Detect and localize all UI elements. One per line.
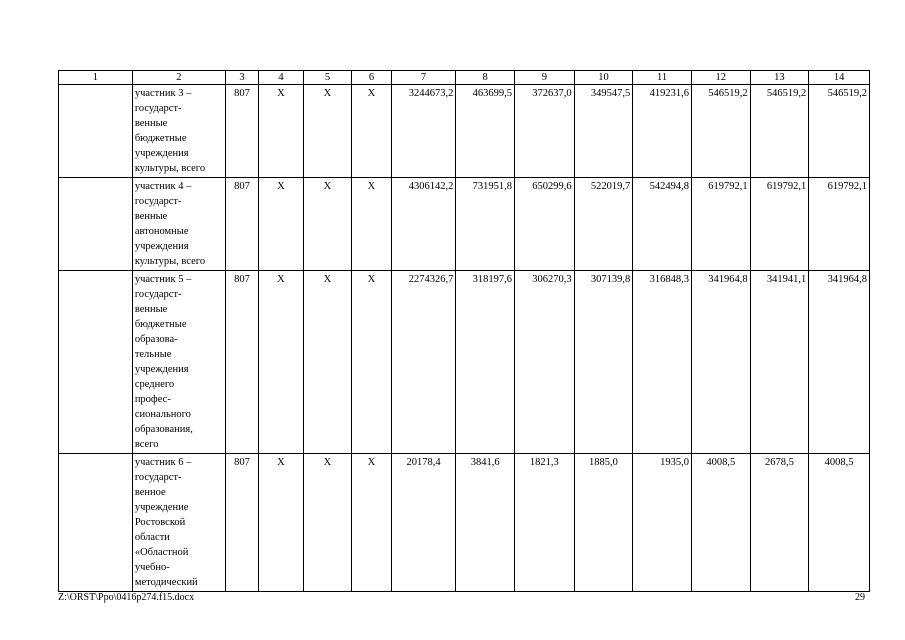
desc-line: участник 6 – xyxy=(134,457,192,468)
empty-cell xyxy=(59,454,133,592)
col-header: 11 xyxy=(633,71,692,85)
value-cell: 1885,0 xyxy=(574,454,633,592)
value-cell: 1935,0 xyxy=(633,454,692,592)
participant-description xyxy=(132,178,225,271)
value-cell: 341964,8 xyxy=(809,271,870,454)
page-number: 29 xyxy=(855,592,865,603)
value-cell: 307139,8 xyxy=(574,271,633,454)
value-cell: 419231,6 xyxy=(633,85,692,178)
desc-line: образова- xyxy=(134,334,178,345)
x-cell: X xyxy=(303,178,352,271)
value-cell: 619792,1 xyxy=(809,178,870,271)
value-cell: 463699,5 xyxy=(456,85,515,178)
empty-cell xyxy=(59,271,133,454)
value-cell: 306270,3 xyxy=(515,271,575,454)
participant-description xyxy=(132,271,225,454)
x-cell: X xyxy=(352,454,391,592)
col-header: 1 xyxy=(59,71,133,85)
value-cell: 1821,3 xyxy=(515,454,575,592)
desc-line: участник 5 – xyxy=(134,274,192,285)
col-header: 5 xyxy=(303,71,352,85)
desc-line: культуры, всего xyxy=(134,163,206,174)
col-header: 2 xyxy=(132,71,225,85)
document-file-path: Z:\ORST\Ppo\0416p274.f15.docx xyxy=(58,592,195,603)
col-header: 12 xyxy=(691,71,750,85)
desc-line: тельные xyxy=(134,349,172,360)
value-cell: 341964,8 xyxy=(691,271,750,454)
desc-line: учебно- xyxy=(134,562,170,573)
desc-line: государст- xyxy=(134,472,182,483)
desc-line: участник 3 – xyxy=(134,88,192,99)
desc-line: учреждения xyxy=(134,364,189,375)
table-row xyxy=(59,85,870,178)
value-cell: 546519,2 xyxy=(691,85,750,178)
value-cell: 650299,6 xyxy=(515,178,575,271)
x-cell: X xyxy=(259,454,303,592)
value-cell: 316848,3 xyxy=(633,271,692,454)
col-header: 13 xyxy=(750,71,809,85)
desc-line: автономные xyxy=(134,226,189,237)
value-cell: 372637,0 xyxy=(515,85,575,178)
desc-line: венные xyxy=(134,118,168,129)
empty-cell xyxy=(59,178,133,271)
x-cell: X xyxy=(259,85,303,178)
value-cell: 318197,6 xyxy=(456,271,515,454)
value-cell: 349547,5 xyxy=(574,85,633,178)
desc-line: участник 4 – xyxy=(134,181,192,192)
col-header: 14 xyxy=(809,71,870,85)
value-cell: 619792,1 xyxy=(750,178,809,271)
desc-line: государст- xyxy=(134,103,182,114)
desc-line: государст- xyxy=(134,289,182,300)
desc-line: учреждения xyxy=(134,241,189,252)
x-cell: X xyxy=(352,178,391,271)
x-cell: X xyxy=(352,85,391,178)
column-number-row xyxy=(59,71,870,85)
desc-line: сионального xyxy=(134,409,191,420)
desc-line: венные xyxy=(134,211,168,222)
code-cell: 807 xyxy=(225,271,258,454)
desc-line: «Областной xyxy=(134,547,189,558)
col-header: 10 xyxy=(574,71,633,85)
x-cell: X xyxy=(303,85,352,178)
value-cell: 546519,2 xyxy=(809,85,870,178)
desc-line: всего xyxy=(134,439,159,450)
desc-line: области xyxy=(134,532,170,543)
value-cell: 4008,5 xyxy=(691,454,750,592)
value-cell: 2678,5 xyxy=(750,454,809,592)
col-header: 7 xyxy=(391,71,456,85)
participant-description xyxy=(132,85,225,178)
col-header: 8 xyxy=(456,71,515,85)
value-cell: 4306142,2 xyxy=(391,178,456,271)
budget-table xyxy=(58,70,870,592)
desc-line: бюджетные xyxy=(134,319,187,330)
value-cell: 4008,5 xyxy=(809,454,870,592)
table-row xyxy=(59,178,870,271)
col-header: 3 xyxy=(225,71,258,85)
value-cell: 619792,1 xyxy=(691,178,750,271)
desc-line: профес- xyxy=(134,394,171,405)
code-cell: 807 xyxy=(225,178,258,271)
value-cell: 522019,7 xyxy=(574,178,633,271)
x-cell: X xyxy=(303,271,352,454)
x-cell: X xyxy=(303,454,352,592)
value-cell: 20178,4 xyxy=(391,454,456,592)
participant-description xyxy=(132,454,225,592)
desc-line: государст- xyxy=(134,196,182,207)
desc-line: учреждения xyxy=(134,148,189,159)
empty-cell xyxy=(59,85,133,178)
code-cell: 807 xyxy=(225,454,258,592)
x-cell: X xyxy=(352,271,391,454)
value-cell: 3244673,2 xyxy=(391,85,456,178)
desc-line: методический xyxy=(134,577,198,588)
desc-line: венные xyxy=(134,304,168,315)
value-cell: 341941,1 xyxy=(750,271,809,454)
x-cell: X xyxy=(259,178,303,271)
desc-line: учреждение xyxy=(134,502,189,513)
table-row xyxy=(59,454,870,592)
desc-line: среднего xyxy=(134,379,175,390)
value-cell: 731951,8 xyxy=(456,178,515,271)
col-header: 4 xyxy=(259,71,303,85)
value-cell: 2274326,7 xyxy=(391,271,456,454)
value-cell: 3841,6 xyxy=(456,454,515,592)
table-row xyxy=(59,271,870,454)
x-cell: X xyxy=(259,271,303,454)
code-cell: 807 xyxy=(225,85,258,178)
desc-line: образования, xyxy=(134,424,193,435)
desc-line: венное xyxy=(134,487,166,498)
desc-line: бюджетные xyxy=(134,133,187,144)
value-cell: 546519,2 xyxy=(750,85,809,178)
desc-line: культуры, всего xyxy=(134,256,206,267)
value-cell: 542494,8 xyxy=(633,178,692,271)
desc-line: Ростовской xyxy=(134,517,186,528)
col-header: 6 xyxy=(352,71,391,85)
col-header: 9 xyxy=(515,71,575,85)
